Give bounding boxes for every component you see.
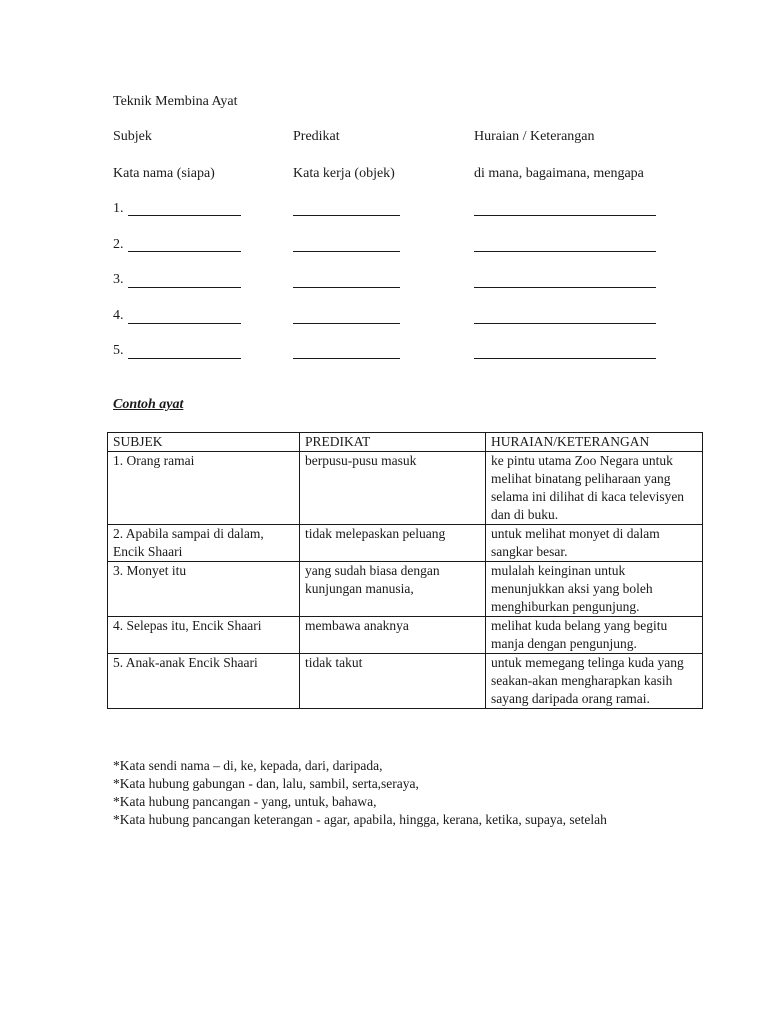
note-item: *Kata hubung pancangan - yang, untuk, bahawa, — [113, 794, 377, 809]
table-cell: untuk memegang telinga kuda yang seakan-akan mengharapkan kasih sayang daripada orang ramai. — [486, 654, 703, 709]
example-heading: Contoh ayat — [113, 397, 184, 412]
column-hint-subject: Kata nama (siapa) — [113, 166, 215, 181]
table-header-cell: HURAIAN/KETERANGAN — [486, 433, 703, 452]
blank-line-predicate[interactable] — [293, 358, 400, 359]
table-cell: ke pintu utama Zoo Negara untuk melihat binatang peliharaan yang selama ini dilihat di kaca televisyen dan di buku. — [486, 452, 703, 525]
blank-number: 2. — [113, 237, 124, 252]
table-row — [108, 654, 703, 709]
blank-line-description[interactable] — [474, 287, 656, 288]
table-cell: tidak takut — [300, 654, 486, 709]
blank-number: 4. — [113, 308, 124, 323]
table-cell: yang sudah biasa dengan kunjungan manusia, — [300, 562, 486, 617]
note-item: *Kata hubung gabungan - dan, lalu, sambil, serta,seraya, — [113, 776, 419, 791]
table-header-cell: PREDIKAT — [300, 433, 486, 452]
blank-number: 1. — [113, 201, 124, 216]
column-hint-predicate: Kata kerja (objek) — [293, 166, 395, 181]
notes-list — [113, 757, 607, 829]
blank-line-predicate[interactable] — [293, 251, 400, 252]
column-hint-description: di mana, bagaimana, mengapa — [474, 166, 644, 181]
table-cell: 4. Selepas itu, Encik Shaari — [108, 617, 300, 654]
blank-line-predicate[interactable] — [293, 215, 400, 216]
note-item: *Kata hubung pancangan keterangan - agar, apabila, hingga, kerana, ketika, supaya, setelah — [113, 812, 607, 827]
table-cell: berpusu-pusu masuk — [300, 452, 486, 525]
column-heading-subject: Subjek — [113, 129, 152, 144]
table-cell: 3. Monyet itu — [108, 562, 300, 617]
table-cell: tidak melepaskan peluang — [300, 525, 486, 562]
blank-line-subject[interactable] — [128, 215, 241, 216]
table-row — [108, 452, 703, 525]
table-cell: 1. Orang ramai — [108, 452, 300, 525]
blank-line-subject[interactable] — [128, 287, 241, 288]
table-row — [108, 562, 703, 617]
page-title: Teknik Membina Ayat — [113, 94, 238, 109]
blank-line-description[interactable] — [474, 251, 656, 252]
note-item: *Kata sendi nama – di, ke, kepada, dari, daripada, — [113, 758, 383, 773]
table-cell: 5. Anak-anak Encik Shaari — [108, 654, 300, 709]
blank-line-description[interactable] — [474, 358, 656, 359]
table-header-row — [108, 433, 703, 452]
blank-line-predicate[interactable] — [293, 323, 400, 324]
table-cell: melihat kuda belang yang begitu manja dengan pengunjung. — [486, 617, 703, 654]
table-cell: untuk melihat monyet di dalam sangkar besar. — [486, 525, 703, 562]
blank-line-predicate[interactable] — [293, 287, 400, 288]
blank-line-description[interactable] — [474, 215, 656, 216]
blank-line-subject[interactable] — [128, 358, 241, 359]
table-cell: membawa anaknya — [300, 617, 486, 654]
table-cell: mulalah keinginan untuk menunjukkan aksi yang boleh menghiburkan pengunjung. — [486, 562, 703, 617]
column-heading-predicate: Predikat — [293, 129, 340, 144]
table-cell: 2. Apabila sampai di dalam, Encik Shaari — [108, 525, 300, 562]
blank-number: 3. — [113, 272, 124, 287]
blank-number: 5. — [113, 343, 124, 358]
column-heading-description: Huraian / Keterangan — [474, 129, 595, 144]
example-table — [107, 432, 703, 709]
blank-line-subject[interactable] — [128, 323, 241, 324]
table-header-cell: SUBJEK — [108, 433, 300, 452]
blank-line-description[interactable] — [474, 323, 656, 324]
table-row — [108, 525, 703, 562]
blank-line-subject[interactable] — [128, 251, 241, 252]
table-row — [108, 617, 703, 654]
